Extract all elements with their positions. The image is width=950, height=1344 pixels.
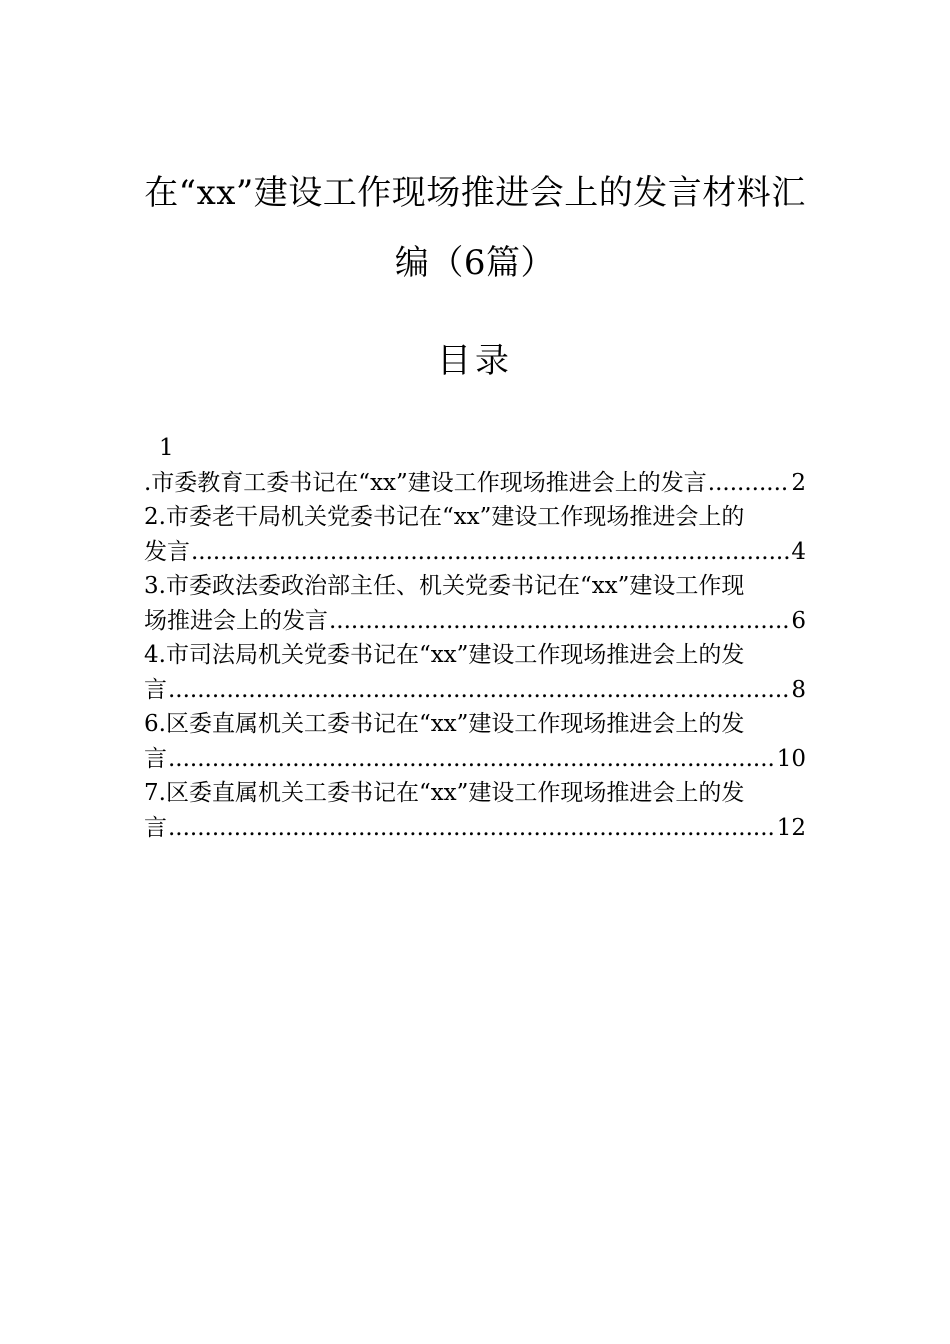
toc-entry-6-text-cont: 言 bbox=[144, 814, 167, 841]
document-title-line-1: 在“xx”建设工作现场推进会上的发言材料汇 bbox=[144, 173, 806, 213]
toc-entry-4-text-cont: 言 bbox=[144, 676, 167, 703]
toc-entry-5-line-2 bbox=[144, 742, 806, 777]
table-of-contents bbox=[144, 431, 806, 845]
toc-entry-5-page: 10 bbox=[776, 745, 806, 772]
toc-entry-1-line bbox=[144, 466, 806, 501]
toc-entry-6-line-1 bbox=[144, 776, 806, 811]
toc-entry-3-line-1 bbox=[144, 569, 806, 604]
toc-entry-4-line-2 bbox=[144, 673, 806, 708]
dot-leader bbox=[168, 673, 790, 708]
toc-entry-2-line-2 bbox=[144, 535, 806, 570]
toc-entry-1[interactable] bbox=[144, 431, 806, 500]
dot-leader bbox=[708, 466, 791, 501]
toc-entry-2-text: 2.市委老干局机关党委书记在“xx”建设工作现场推进会上的 bbox=[144, 504, 745, 530]
dot-leader bbox=[168, 811, 776, 846]
toc-entry-5[interactable] bbox=[144, 707, 806, 776]
toc-entry-5-line-1 bbox=[144, 707, 806, 742]
toc-entry-1-text: .市委教育工委书记在“xx”建设工作现场推进会上的发言 bbox=[144, 469, 707, 496]
toc-entry-3-page: 6 bbox=[791, 607, 806, 634]
toc-entry-6-line-2 bbox=[144, 811, 806, 846]
toc-entry-4[interactable] bbox=[144, 638, 806, 707]
toc-entry-1-number: 1 bbox=[159, 435, 174, 461]
document-title-line-2: 编（6篇） bbox=[394, 243, 556, 283]
dot-leader bbox=[329, 604, 790, 639]
toc-entry-6[interactable] bbox=[144, 776, 806, 845]
toc-entry-4-text: 4.市司法局机关党委书记在“xx”建设工作现场推进会上的发 bbox=[144, 642, 745, 668]
toc-heading: 目录 bbox=[437, 341, 513, 381]
toc-entry-4-line-1 bbox=[144, 638, 806, 673]
toc-entry-1-page: 2 bbox=[791, 469, 806, 496]
toc-entry-3[interactable] bbox=[144, 569, 806, 638]
document-title bbox=[140, 158, 810, 298]
toc-entry-2-page: 4 bbox=[791, 538, 806, 565]
toc-entry-4-page: 8 bbox=[791, 676, 806, 703]
toc-entry-2-line-1 bbox=[144, 500, 806, 535]
toc-entry-5-text-cont: 言 bbox=[144, 745, 167, 772]
dot-leader bbox=[191, 535, 790, 570]
toc-entry-3-text: 3.市委政法委政治部主任、机关党委书记在“xx”建设工作现 bbox=[144, 573, 745, 599]
toc-entry-2-text-cont: 发言 bbox=[144, 538, 190, 565]
toc-entry-2[interactable] bbox=[144, 500, 806, 569]
dot-leader bbox=[168, 742, 776, 777]
toc-entry-3-text-cont: 场推进会上的发言 bbox=[144, 607, 328, 634]
toc-entry-6-text: 7.区委直属机关工委书记在“xx”建设工作现场推进会上的发 bbox=[144, 780, 745, 806]
toc-entry-6-page: 12 bbox=[776, 814, 806, 841]
toc-entry-5-text: 6.区委直属机关工委书记在“xx”建设工作现场推进会上的发 bbox=[144, 711, 745, 737]
toc-entry-3-line-2 bbox=[144, 604, 806, 639]
